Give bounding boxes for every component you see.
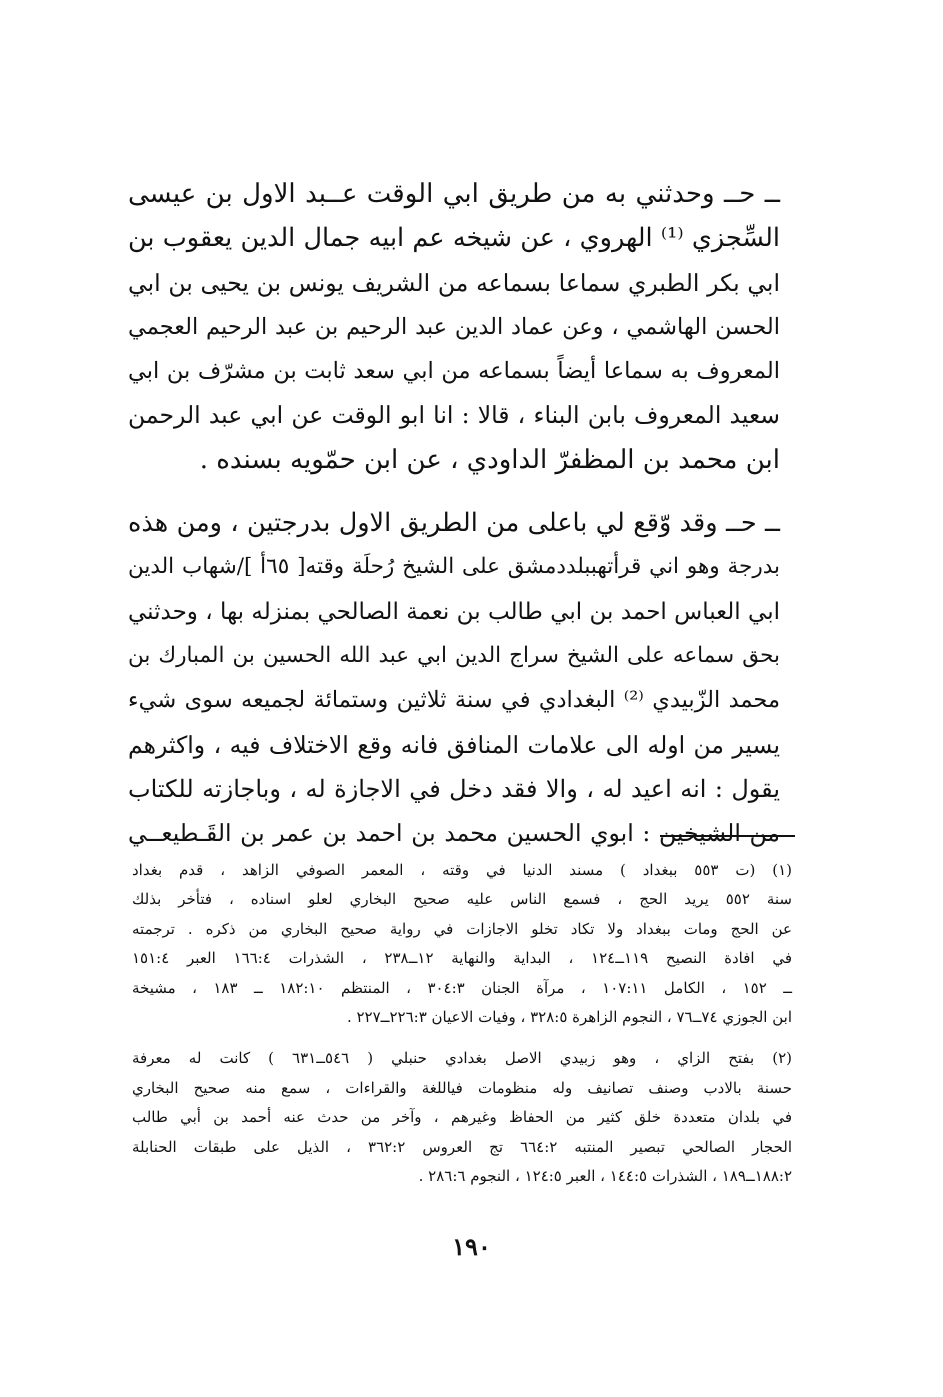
footnote-line: الحجار الصالحي تبصير المنتبه ٦٦٤:٢ تج العروس ٣٦٢:٢ ، الذيل على طبقات الحنابلة [132, 1137, 792, 1156]
text-line: بدرجة وهو اني قرأتهببلددمشق على الشيخ رُحلَة وقته[ ٦٥أ ]/شهاب الدين [128, 554, 780, 580]
footnote-line: (٢) بفتح الزاي ، وهو زبيدي الاصل بغدادي حنبلي ( ٥٤٦ــ٦٣١ ) كانت له معرفة [132, 1049, 792, 1068]
footnote-line: (١) (ت ٥٥٣ ببغداد ) مسند الدنيا في وقته ، المعمر الصوفي الزاهد ، قدم بغداد [132, 861, 792, 879]
footnotes [132, 856, 792, 1191]
text-line: ابن محمد بن المظفرّ الداودي ، عن ابن حمّويه بسنده . [199, 444, 780, 475]
footnote-1 [132, 856, 792, 1032]
paragraph-1 [128, 172, 780, 482]
main-text [128, 172, 780, 855]
text-line: بحق سماعه على الشيخ سراج الدين ابي عبد الله الحسين بن المبارك بن [128, 642, 780, 668]
footnote-line: عن الحج ومات ببغداد ولا تكاد تخلو الاجازات في رواية صحيح البخاري من ذكره . ترجمته [132, 919, 792, 938]
footnote-line: ــ ١٥٢ ، الكامل ١٠٧:١١ ، مرآة الجنان ٣٠٤:٣ ، المنتظم ١٨٢:١٠ ــ ١٨٣ ، مشيخة [132, 978, 793, 997]
footnote-2 [132, 1044, 792, 1191]
text-line: الحسن الهاشمي ، وعن عماد الدين عبد الرحيم بن عبد الرحيم العجمي [128, 313, 780, 340]
text-line: محمد الزّبيدي ⁽²⁾ البغدادي في سنة ثلاثين وستمائة لجميعه سوى شيء [128, 687, 780, 714]
text-line: المعروف به سماعا أيضاً بسماعه من ابي سعد ثابت بن مشرّف بن ابي [128, 358, 780, 385]
footnote-line: في بلدان متعددة خلق كثير من الحفاظ وغيرهم ، وآخر من حدث عنه أحمد بن أبي طالب [132, 1108, 792, 1127]
text-line: ــ حــ وقد وّقع لي باعلى من الطريق الاول بدرجتين ، ومن هذه [128, 508, 780, 539]
text-line: من الشيخين : ابوي الحسين محمد بن احمد بن عمر بن القَـطيعــي [128, 819, 780, 848]
footnote-line: حسنة بالادب وصنف تصانيف وله منظومات فياللغة والقراءات ، سمع منه صحيح البخاري [132, 1078, 792, 1097]
footnote-line: في افادة النصيح ١١٩ــ١٢٤ ، البداية والنهاية ١٢ــ٢٣٨ ، الشذرات ١٦٦:٤ العبر ١٥١:٤ [132, 949, 793, 968]
footnote-line: سنة ٥٥٢ يريد الحج ، فسمع الناس عليه صحيح البخاري لعلو اسناده ، فتأخر بذلك [132, 890, 792, 909]
text-line: ــ حــ وحدثني به من طريق ابي الوقت عــبد الاول بن عيسى [128, 179, 780, 209]
text-line: يسير من اوله الى علامات المنافق فانه وقع الاختلاف فيه ، واكثرهم [128, 730, 780, 759]
text-line: سعيد المعروف بابن البناء ، قالا : انا ابو الوقت عن ابي عبد الرحمن [128, 401, 780, 430]
footnote-line: ابن الجوزي ٧٤ــ٧٦ ، النجوم الزاهرة ٣٢٨:٥ ، وفيات الاعيان ٢٢٦:٣ــ٢٢٧ . [346, 1008, 792, 1027]
text-line: ابي بكر الطبري سماعا بسماعه من الشريف يونس بن يحيى بن ابي [128, 268, 780, 297]
text-line: يقول : انه اعيد له ، والا فقد دخل في الاجازة له ، وباجازته للكتاب [128, 774, 780, 803]
footnote-separator [660, 835, 795, 837]
footnote-line: ١٨٨:٢ــ١٨٩ ، الشذرات ١٤٤:٥ ، العبر ١٢٤:٥ ، النجوم ٢٨٦:٦ . [418, 1167, 792, 1186]
page-number: ١٩٠ [452, 1232, 491, 1261]
text-line: السِّجزي ⁽¹⁾ الهروي ، عن شيخه عم ابيه جمال الدين يعقوب بن [128, 223, 780, 254]
paragraph-2 [128, 501, 780, 855]
text-line: ابي العباس احمد بن ابي طالب بن نعمة الصالحي بمنزله بها ، وحدثني [128, 598, 780, 625]
